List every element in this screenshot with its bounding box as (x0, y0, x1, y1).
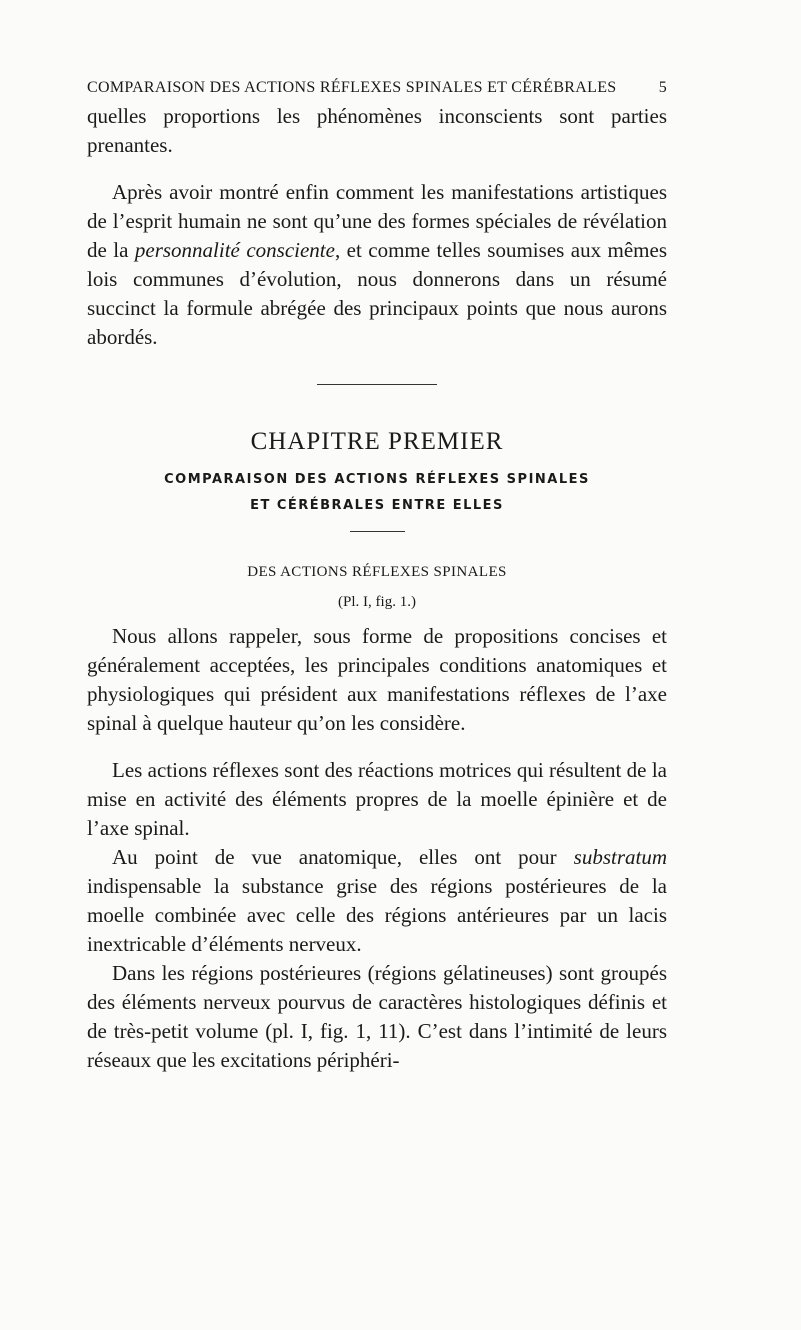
running-head (87, 78, 667, 98)
paragraph-5 (87, 843, 667, 959)
paragraph-5-text-b: indispensable la substance grise des régions postérieures de la moelle combinée avec celle des régions antérieures par un lacis inextricable d’éléments nerveux. (87, 874, 667, 956)
page-number: 5 (658, 79, 667, 96)
paragraph-6: Dans les régions postérieures (régions gélatineuses) sont groupés des éléments nerveux pourvus de caractères histologiques définis et de très-petit volume (pl. I, fig. 1, 11). C’est dans l’intimité de leurs réseaux que les excitations périphéri- (87, 961, 667, 1072)
paragraph-2-italic: personnalité consciente (134, 238, 335, 262)
chapter-subtitle-line-1: COMPARAISON DES ACTIONS RÉFLEXES SPINALES (164, 472, 590, 487)
chapter-title: CHAPITRE PREMIER (250, 428, 504, 455)
paragraph-4: Les actions réflexes sont des réactions motrices qui résultent de la mise en activité des éléments propres de la moelle épinière et de l’axe spinal. (87, 758, 667, 840)
paragraph-2-text-a: Après avoir montré enfin comment les manifestations artistiques de l’esprit humain ne sont qu’une des formes spéciales de révélation de la (87, 180, 667, 262)
chapter-subtitle-line-2: ET CÉRÉBRALES ENTRE ELLES (250, 498, 504, 513)
running-head-title: COMPARAISON DES ACTIONS RÉFLEXES SPINALES ET CÉRÉBRALES (87, 79, 617, 96)
chapter-subtitle (87, 467, 667, 519)
page (87, 78, 667, 1075)
section-figure-reference: (Pl. I, fig. 1.) (338, 594, 416, 610)
section-title: DES ACTIONS RÉFLEXES SPINALES (247, 564, 507, 580)
paragraph-2-text-b: , et comme telles soumises aux mêmes lois communes d’évolution, nous donnerons dans un résumé succinct la formule abrégée des principaux points que nous aurons abordés. (87, 238, 668, 349)
paragraph-3: Nous allons rappeler, sous forme de propositions concises et généralement acceptées, les principales conditions anatomiques et physiologiques qui président aux manifestations réflexes de l’axe spinal à quelque hauteur qu’on les considère. (87, 624, 667, 735)
paragraph-1: quelles proportions les phénomènes inconscients sont parties prenantes. (87, 104, 667, 157)
paragraph-5-italic: substratum (573, 845, 667, 869)
divider-middle (350, 531, 405, 532)
paragraph-2 (87, 178, 667, 352)
paragraph-5-text-a: Au point de vue anatomique, elles ont pour (112, 845, 574, 869)
divider-top (317, 384, 437, 385)
